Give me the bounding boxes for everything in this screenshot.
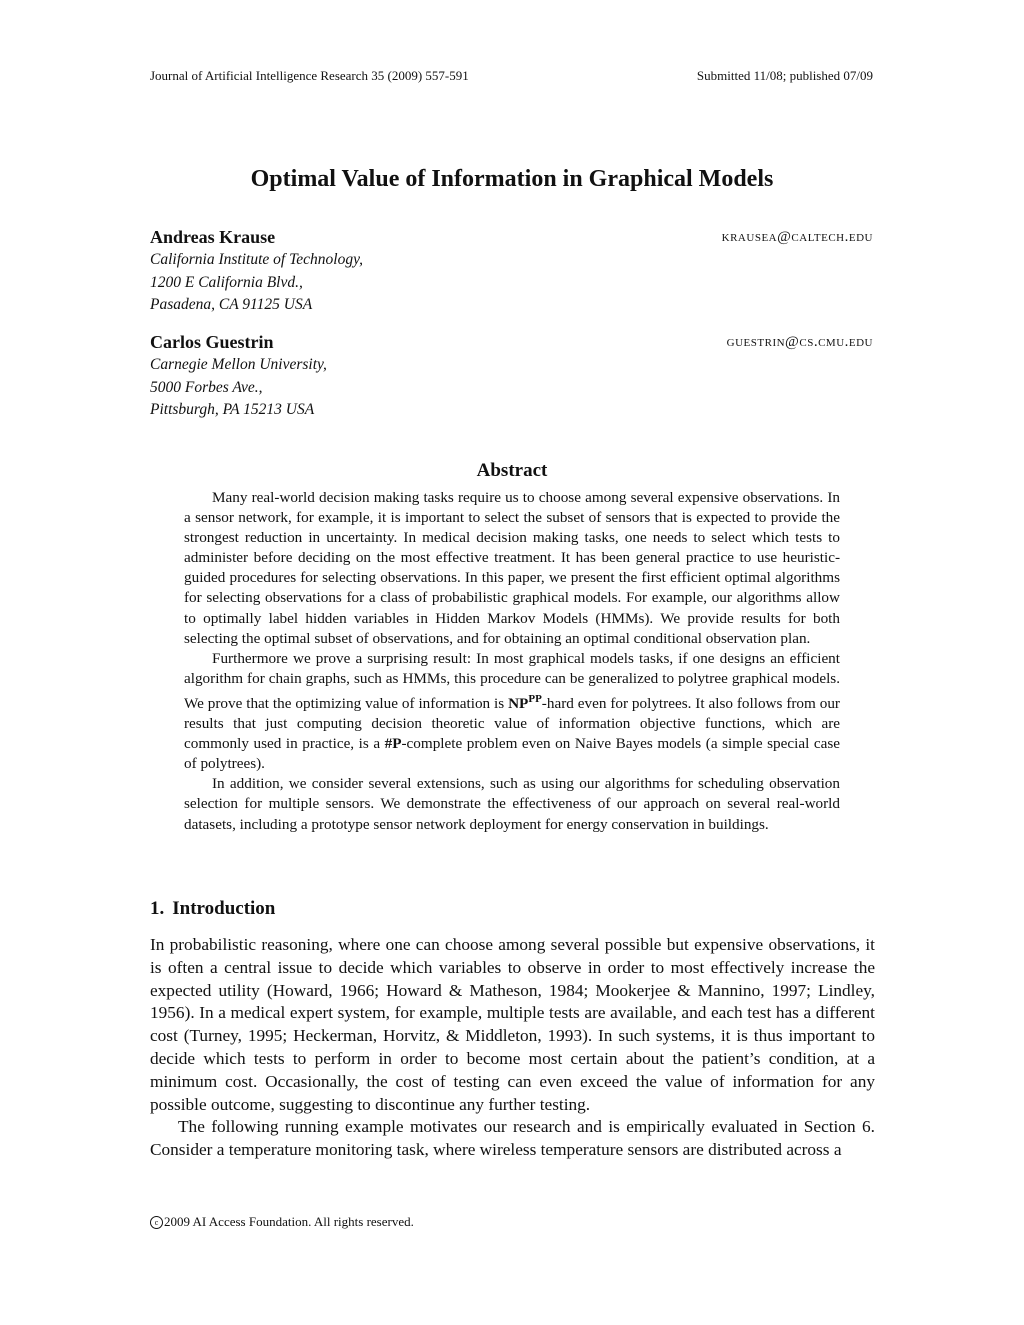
abstract-text: -complete problem even on Naive Bayes models (a simple special case of polytrees). bbox=[184, 735, 840, 773]
affiliation-line: Carnegie Mellon University, bbox=[150, 356, 327, 373]
abstract-paragraph-3: In addition, we consider several extensions, such as using our algorithms for scheduling observation selection for multiple sensors. We demonstrate the effectiveness of our approach on several real-world datasets, including a prototype sensor network deployment for energy conservation in buildings. bbox=[184, 775, 840, 833]
copyright-icon: c bbox=[150, 1216, 163, 1229]
copyright-notice bbox=[150, 1214, 414, 1230]
complexity-class-np-pp bbox=[508, 692, 542, 712]
affiliation-line: California Institute of Technology, bbox=[150, 251, 363, 268]
journal-header: Journal of Artificial Intelligence Research 35 (2009) 557-591 bbox=[150, 68, 469, 83]
author-affiliation-1 bbox=[150, 249, 363, 317]
affiliation-line: 5000 Forbes Ave., bbox=[150, 378, 263, 396]
section-title: Introduction bbox=[172, 898, 276, 919]
abstract-text: -hard even for polytrees. It also follows from our results that just computing decision theoretic value of information objective functions, which are commonly used in practice, is a bbox=[184, 694, 840, 753]
section-number: 1. bbox=[150, 898, 165, 919]
abstract-paragraph-1: Many real-world decision making tasks require us to choose among several expensive observations. In a sensor network, for example, it is important to select the subset of sensors that is expected to provide the strongest reduction in uncertainty. In medical decision making tasks, one needs to select which tests to administer before deciding on the most effective treatment. It has been general practice to use heuristic-guided procedures for selecting observations. In this paper, we present the first efficient optimal algorithms for selecting observations for a class of probabilistic graphical models. For example, our algorithms allow to optimally label hidden variables in Hidden Markov Models (HMMs). We provide results for both selecting the optimal subset of observations, and for obtaining an optimal conditional observation plan. bbox=[184, 489, 840, 647]
introduction-body bbox=[150, 934, 875, 1162]
submission-dates: Submitted 11/08; published 07/09 bbox=[696, 68, 873, 83]
author-affiliation-2 bbox=[150, 354, 327, 422]
abstract-body bbox=[184, 488, 840, 835]
abstract-text: Furthermore we prove a surprising result: In most graphical models tasks, if one designs an efficient algorithm for chain graphs, such as HMMs, this procedure can be generalized to polytree graphical models. We prove that the optimizing value of information is bbox=[184, 649, 840, 712]
author-name-2: Carlos Guestrin bbox=[150, 332, 274, 352]
intro-paragraph-1: In probabilistic reasoning, where one can choose among several possible but expensive observations, it is often a central issue to decide which variables to observe in order to most effectively increase the expected utility (Howard, 1966; Howard & Matheson, 1984; Mookerjee & Mannino, 1997; Lindley, 1956). In a medical expert system, for example, multiple tests are available, and each test has a different cost (Turney, 1995; Heckerman, Horvitz, & Middleton, 1993). In such systems, it is thus important to decide which tests to perform in order to become most certain about the patient’s condition, at a minimum cost. Occasionally, the cost of testing can even exceed the value of information for any possible outcome, suggesting to discontinue any further testing. bbox=[150, 935, 875, 1114]
intro-paragraph-2: The following running example motivates our research and is empirically evaluated in Section 6. Consider a temperature monitoring task, where wireless temperature sensors are distributed across a bbox=[150, 1117, 875, 1160]
abstract-heading: Abstract bbox=[476, 460, 548, 481]
copyright-text: 2009 AI Access Foundation. All rights reserved. bbox=[164, 1214, 414, 1229]
abstract-paragraph-2 bbox=[184, 649, 840, 775]
author-name-1: Andreas Krause bbox=[150, 227, 276, 247]
affiliation-line: 1200 E California Blvd., bbox=[150, 273, 303, 291]
np-label: NP bbox=[508, 694, 529, 712]
author-email-1: krausea@caltech.edu bbox=[721, 229, 873, 245]
complexity-class-sharp-p: #P bbox=[384, 735, 402, 753]
paper-title: Optimal Value of Information in Graphical Models bbox=[250, 166, 774, 192]
author-email-2: guestrin@cs.cmu.edu bbox=[726, 334, 873, 350]
section-heading-introduction bbox=[150, 898, 275, 920]
affiliation-line: Pasadena, CA 91125 USA bbox=[150, 296, 313, 313]
pp-superscript: PP bbox=[528, 692, 542, 705]
affiliation-line: Pittsburgh, PA 15213 USA bbox=[150, 401, 315, 418]
